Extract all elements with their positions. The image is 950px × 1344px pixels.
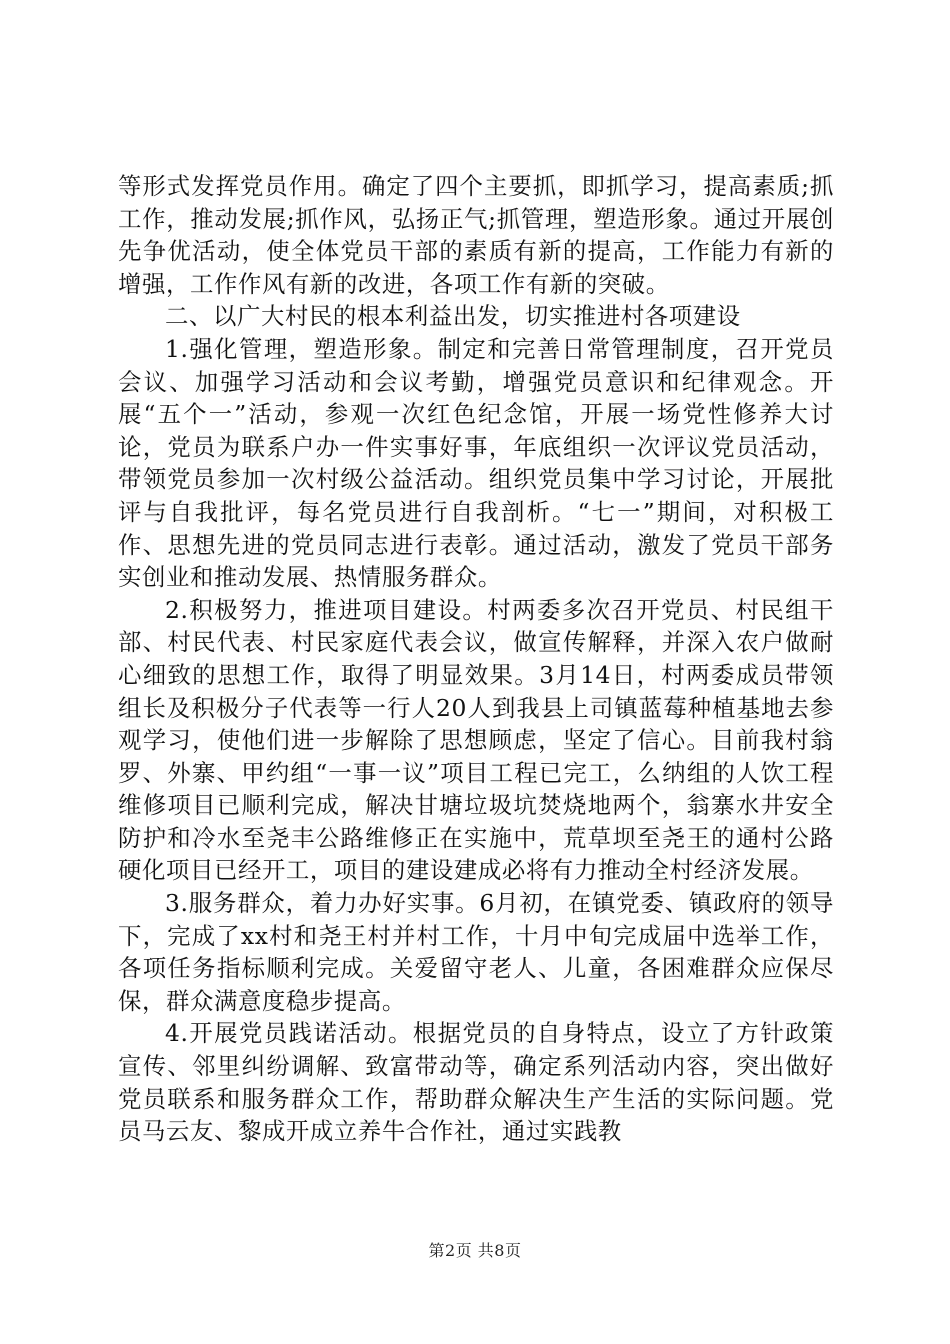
paragraph-item-2: 2.积极努力，推进项目建设。村两委多次召开党员、村民组干部、村民代表、村民家庭代表会议，做宣传解释，并深入农户做耐心细致的思想工作，取得了明显效果。3月14日，村两委成员带领组长及积极分子代表等一行人20人到我县上司镇蓝莓种植基地去参观学习，使他们进一步解除了思想顾虑，坚定了信心。目前我村翁罗、外寨、甲约组“一事一议”项目工程已完工，么纳组的人饮工程维修项目已顺利完成，解决甘塘垃圾坑焚烧地两个，翁寨水井安全防护和冷水至尧丰公路维修正在实施中，荒草坝至尧王的通村公路硬化项目已经开工，项目的建设建成必将有力推动全村经济发展。	[118, 595, 834, 885]
page-footer: 第2页 共8页	[428, 1241, 522, 1260]
section-heading: 二、以广大村民的根本利益出发，切实推进村各项建设	[165, 302, 741, 331]
paragraph-continuation: 等形式发挥党员作用。确定了四个主要抓，即抓学习，提高素质;抓工作，推动发展;抓作风，弘扬正气;抓管理，塑造形象。通过开展创先争优活动，使全体党员干部的素质有新的提高，工作能力有新的增强，工作作风有新的改进，各项工作有新的突破。	[118, 172, 834, 298]
document-body	[118, 170, 834, 1148]
paragraph-item-3: 3.服务群众，着力办好实事。6月初，在镇党委、镇政府的领导下，完成了xx村和尧王村并村工作，十月中旬完成届中选举工作，各项任务指标顺利完成。关爱留守老人、儿童，各困难群众应保尽保，群众满意度稳步提高。	[118, 889, 834, 1015]
paragraph-item-1: 1.强化管理，塑造形象。制定和完善日常管理制度，召开党员会议、加强学习活动和会议考勤，增强党员意识和纪律观念。开展“五个一”活动，参观一次红色纪念馆，开展一场党性修养大讨论，党员为联系户办一件实事好事，年底组织一次评议党员活动，带领党员参加一次村级公益活动。组织党员集中学习讨论，开展批评与自我批评，每名党员进行自我剖析。“七一”期间，对积极工作、思想先进的党员同志进行表彰。通过活动，激发了党员干部务实创业和推动发展、热情服务群众。	[118, 334, 834, 592]
paragraph-item-4: 4.开展党员践诺活动。根据党员的自身特点，设立了方针政策宣传、邻里纠纷调解、致富带动等，确定系列活动内容，突出做好党员联系和服务群众工作，帮助群众解决生产生活的实际问题。党员马云友、黎成开成立养牛合作社，通过实践教	[118, 1019, 834, 1146]
